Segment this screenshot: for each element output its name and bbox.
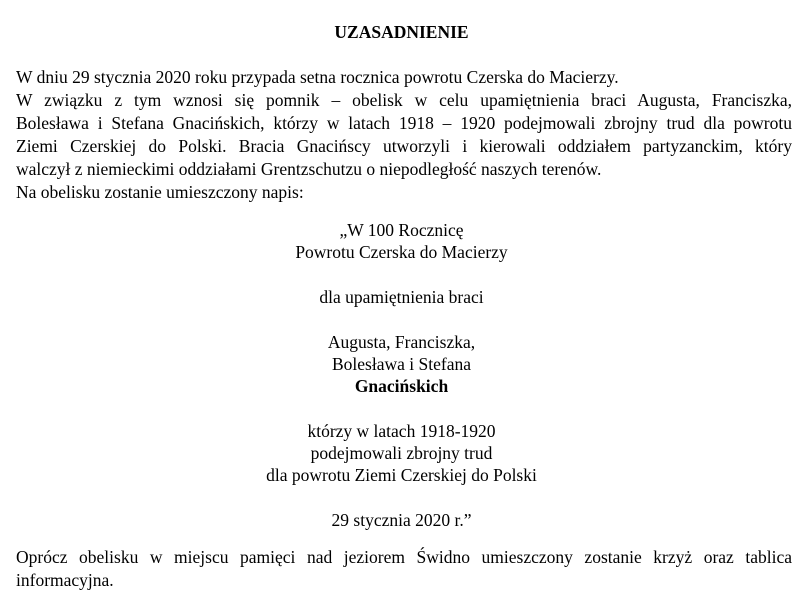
- intro-line-5: walczył z niemieckimi oddziałami Grentzschutzu o niepodległość naszych terenów.: [16, 159, 602, 179]
- intro-line-4: Ziemi Czerskiej do Polski. Bracia Gnacińscy utworzyli i kierowali oddziałem partyzanckim, który: [16, 136, 792, 156]
- intro-line-3: Bolesława i Stefana Gnacińskich, którzy w latach 1918 – 1920 podejmowali zbrojny trud dla powrotu: [16, 113, 792, 133]
- closing-line-2: informacyjna.: [16, 570, 114, 590]
- document-title: UZASADNIENIE: [334, 22, 469, 42]
- inscription-line-10: 29 stycznia 2020 r.”: [331, 510, 472, 530]
- inscription-line-9: dla powrotu Ziemi Czerskiej do Polski: [266, 465, 537, 485]
- inscription-line-1: „W 100 Rocznicę: [339, 220, 464, 240]
- inscription-line-3: dla upamiętnienia braci: [319, 287, 484, 307]
- inscription-line-6: Gnacińskich: [354, 376, 449, 396]
- closing-line-1: Oprócz obelisku w miejscu pamięci nad jeziorem Świdno umieszczony zostanie krzyż oraz tablica: [16, 547, 792, 567]
- intro-line-2: W związku z tym wznosi się pomnik – obelisk w celu upamiętnienia braci Augusta, Franciszka,: [16, 90, 792, 110]
- inscription-line-5: Bolesława i Stefana: [332, 354, 471, 374]
- inscription-line-2: Powrotu Czerska do Macierzy: [295, 242, 508, 262]
- intro-line-6: Na obelisku zostanie umieszczony napis:: [16, 182, 304, 202]
- inscription-line-8: podejmowali zbrojny trud: [310, 443, 493, 463]
- inscription-line-7: którzy w latach 1918-1920: [307, 421, 496, 441]
- intro-line-1: W dniu 29 stycznia 2020 roku przypada setna rocznica powrotu Czerska do Macierzy.: [16, 67, 619, 87]
- inscription-line-4: Augusta, Franciszka,: [327, 332, 476, 352]
